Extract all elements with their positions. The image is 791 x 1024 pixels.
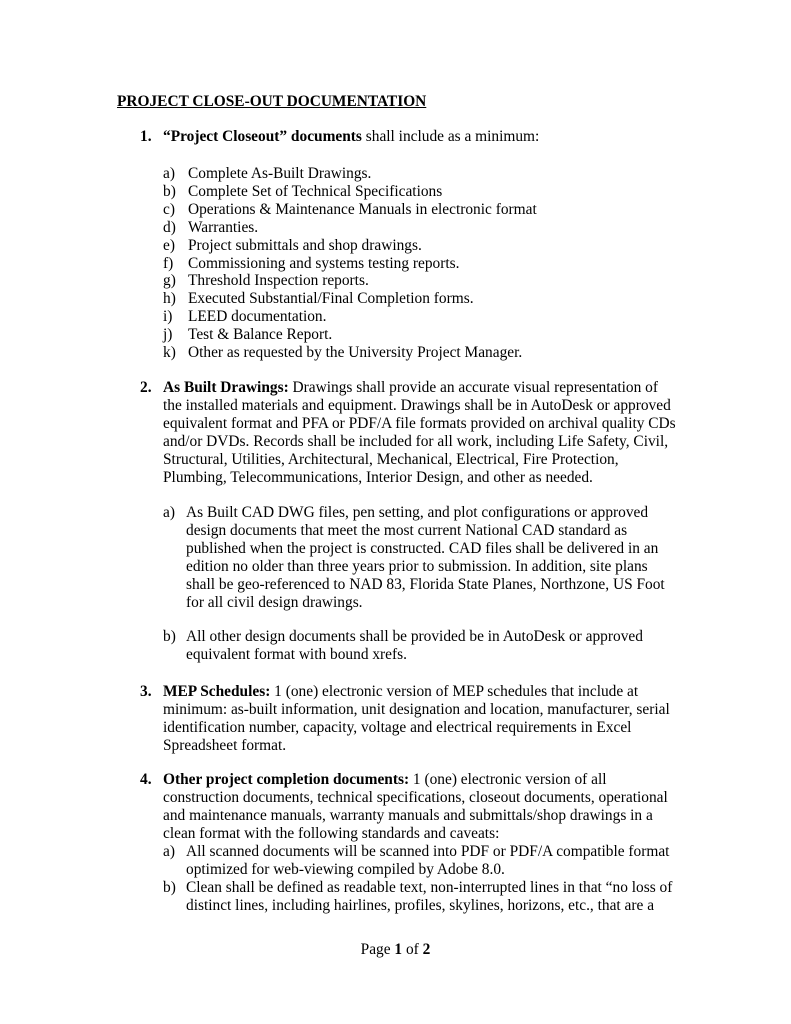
item-text: Commissioning and systems testing reports. [188,254,460,272]
list-item [163,255,693,273]
item-text: Operations & Maintenance Manuals in electronic format [188,200,537,218]
item-letter: b) [163,628,176,645]
item-letter: j) [163,326,173,344]
item-letter: b) [163,182,176,200]
page-number: 1 [394,941,403,958]
section-4 [140,771,680,843]
item-text: All other design documents shall be provided be in AutoDesk or approved equivalent format with bound xrefs. [186,628,643,663]
list-item [163,308,693,326]
section-number: 1. [140,128,152,145]
closeout-list [163,165,693,362]
section-text: 1 (one) electronic version of all construction documents, technical specifications, closeout documents, operational and maintenance manuals, warranty manuals and submittals/shop drawings in a clean format with the following standards and caveats: [163,771,668,842]
item-text: LEED documentation. [188,308,327,326]
section-body [163,771,680,843]
section-2 [140,379,676,486]
page-of-label: of [402,941,423,958]
section-heading: Other project completion documents: [163,771,410,788]
item-text: Complete As-Built Drawings. [188,165,372,182]
item-text: As Built CAD DWG files, pen setting, and plot configurations or approved design documents that meet the most current National CAD standard as published when the project is constructed. CAD files shall be delivered in an edition no older than three years prior to submission. In addition, site plans shall be geo-referenced to NAD 83, Florida State Planes, Northzone, US Foot for all civil design drawings. [186,504,665,611]
list-item [163,219,693,237]
section-heading: As Built Drawings: [163,379,289,396]
as-built-item-a [163,504,679,611]
section-heading: “Project Closeout” documents [163,128,362,145]
item-letter: g) [163,272,176,290]
item-letter: c) [163,200,175,218]
completion-item-b [163,879,681,915]
section-text: Drawings shall provide an accurate visual representation of the installed materials and equipment. Drawings shall be in AutoDesk or approved equivalent format and PFA or PDF/A file formats provided on archival quality CDs and/or DVDs. Records shall be included for all work, including Life Safety, Civil, Structural, Utilities, Architectural, Mechanical, Electrical, Fire Protection, Plumbing, Telecommunications, Interior Design, and other as needed. [163,379,676,486]
as-built-item-b [163,628,679,664]
section-body [163,128,700,146]
section-text: shall include as a minimum: [361,128,540,145]
page-title: PROJECT CLOSE-OUT DOCUMENTATION [117,93,427,110]
item-text: Executed Substantial/Final Completion forms. [188,290,474,308]
completion-item-a [163,843,681,879]
item-letter: k) [163,344,176,362]
item-letter: e) [163,236,175,254]
item-letter: h) [163,290,176,308]
page-total: 2 [422,941,431,958]
item-text: Test & Balance Report. [188,326,333,344]
item-letter: a) [163,504,175,521]
section-body [163,379,676,486]
section-number: 2. [140,379,152,396]
list-item [163,237,693,255]
item-letter: i) [163,308,173,326]
item-letter: d) [163,218,176,236]
item-text: Project submittals and shop drawings. [188,236,422,254]
section-body [163,683,682,755]
section-number: 4. [140,771,152,788]
list-item [163,272,693,290]
item-text: Complete Set of Technical Specifications [188,182,443,200]
item-text: All scanned documents will be scanned into PDF or PDF/A compatible format optimized for web-viewing compiled by Adobe 8.0. [186,843,670,878]
section-heading: MEP Schedules: [163,683,271,700]
item-text: Clean shall be defined as readable text, non-interrupted lines in that “no loss of distinct lines, including hairlines, profiles, skylines, horizons, etc., that are a [186,879,673,914]
list-item [163,326,693,344]
section-text: 1 (one) electronic version of MEP schedules that include at minimum: as-built information, unit designation and location, manufacturer, serial identification number, capacity, voltage and electrical requirements in Excel Spreadsheet format. [163,683,670,754]
page-footer [0,941,791,959]
item-text: Other as requested by the University Project Manager. [188,344,523,362]
list-item [163,165,693,183]
item-letter: f) [163,254,174,272]
list-item [163,290,693,308]
item-letter: a) [163,843,175,860]
list-item [163,183,693,201]
item-text: Threshold Inspection reports. [188,272,369,290]
item-text: Warranties. [188,218,259,236]
page-label: Page [360,941,395,958]
section-number: 3. [140,683,152,700]
section-1 [140,128,700,146]
section-3 [140,683,682,755]
list-item [163,344,693,362]
list-item [163,201,693,219]
item-letter: a) [163,165,175,182]
item-letter: b) [163,879,176,896]
